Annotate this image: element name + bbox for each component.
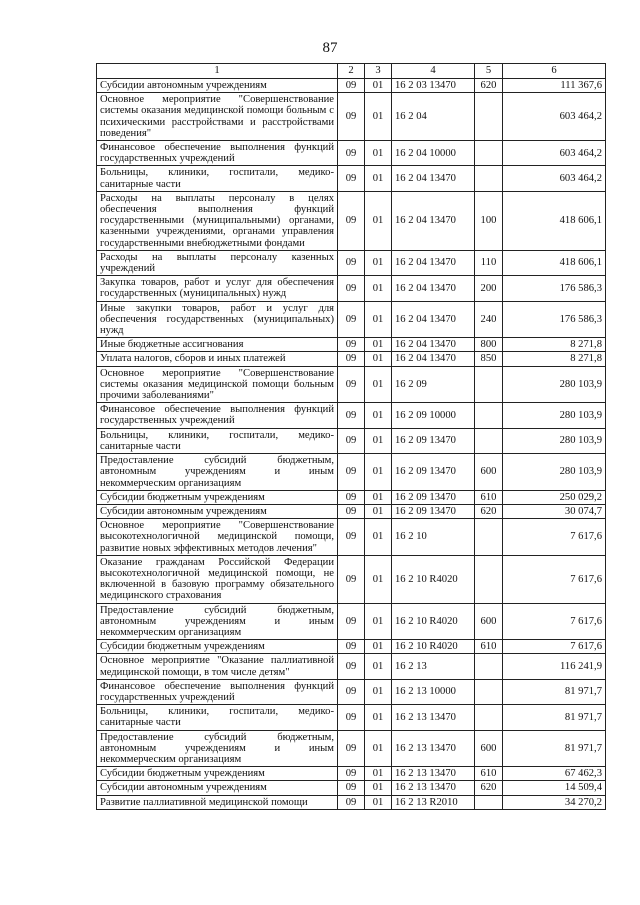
section-code-cell: 09 [338, 603, 365, 640]
column-header: 2 [338, 64, 365, 79]
subsection-code-cell: 01 [365, 366, 392, 403]
subsection-code-cell: 01 [365, 338, 392, 352]
target-article-cell: 16 2 09 [392, 366, 475, 403]
column-header: 4 [392, 64, 475, 79]
amount-cell: 14 509,4 [503, 781, 606, 795]
amount-cell: 7 617,6 [503, 603, 606, 640]
table-row [97, 603, 606, 640]
section-code-cell: 09 [338, 276, 365, 301]
target-article-cell: 16 2 10 R4020 [392, 603, 475, 640]
subsection-code-cell: 01 [365, 403, 392, 428]
row-name-cell: Предоставление субсидий бюджетным, автономным учреждениям и иным некоммерческим организациям [97, 454, 338, 491]
expense-type-cell [475, 679, 503, 704]
expense-type-cell [475, 705, 503, 730]
expense-type-cell [475, 141, 503, 166]
amount-cell: 81 971,7 [503, 705, 606, 730]
subsection-code-cell: 01 [365, 250, 392, 275]
amount-cell: 111 367,6 [503, 79, 606, 93]
row-name-cell: Развитие паллиативной медицинской помощи [97, 795, 338, 809]
target-article-cell: 16 2 10 R4020 [392, 640, 475, 654]
amount-cell: 81 971,7 [503, 730, 606, 767]
subsection-code-cell: 01 [365, 640, 392, 654]
row-name-cell: Субсидии автономным учреждениям [97, 79, 338, 93]
table-row [97, 428, 606, 453]
table-row [97, 705, 606, 730]
column-header: 6 [503, 64, 606, 79]
target-article-cell: 16 2 09 13470 [392, 454, 475, 491]
subsection-code-cell: 01 [365, 705, 392, 730]
expense-type-cell [475, 403, 503, 428]
expense-type-cell: 620 [475, 781, 503, 795]
expense-type-cell [475, 555, 503, 603]
amount-cell: 418 606,1 [503, 191, 606, 250]
table-row [97, 276, 606, 301]
target-article-cell: 16 2 03 13470 [392, 79, 475, 93]
expense-type-cell: 100 [475, 191, 503, 250]
table-row [97, 141, 606, 166]
amount-cell: 280 103,9 [503, 403, 606, 428]
target-article-cell: 16 2 04 13470 [392, 301, 475, 338]
target-article-cell: 16 2 09 13470 [392, 490, 475, 504]
section-code-cell: 09 [338, 454, 365, 491]
row-name-cell: Финансовое обеспечение выполнения функций государственных учреждений [97, 141, 338, 166]
table-row [97, 555, 606, 603]
expense-type-cell: 800 [475, 338, 503, 352]
target-article-cell: 16 2 09 10000 [392, 403, 475, 428]
section-code-cell: 09 [338, 654, 365, 679]
subsection-code-cell: 01 [365, 781, 392, 795]
subsection-code-cell: 01 [365, 555, 392, 603]
expense-type-cell [475, 366, 503, 403]
table-row [97, 504, 606, 518]
section-code-cell: 09 [338, 640, 365, 654]
expense-type-cell: 850 [475, 352, 503, 366]
target-article-cell: 16 2 04 [392, 93, 475, 141]
amount-cell: 67 462,3 [503, 767, 606, 781]
expense-type-cell: 610 [475, 640, 503, 654]
section-code-cell: 09 [338, 191, 365, 250]
amount-cell: 603 464,2 [503, 93, 606, 141]
amount-cell: 8 271,8 [503, 352, 606, 366]
target-article-cell: 16 2 04 13470 [392, 338, 475, 352]
section-code-cell: 09 [338, 705, 365, 730]
row-name-cell: Предоставление субсидий бюджетным, автономным учреждениям и иным некоммерческим организациям [97, 730, 338, 767]
amount-cell: 418 606,1 [503, 250, 606, 275]
subsection-code-cell: 01 [365, 191, 392, 250]
row-name-cell: Оказание гражданам Российской Федерации высокотехнологичной медицинской помощи, не включенной в базовую программу обязательного медицинского страхования [97, 555, 338, 603]
target-article-cell: 16 2 04 13470 [392, 352, 475, 366]
row-name-cell: Субсидии бюджетным учреждениям [97, 490, 338, 504]
page-number: 87 [322, 40, 338, 56]
table-row [97, 679, 606, 704]
subsection-code-cell: 01 [365, 679, 392, 704]
expense-type-cell [475, 519, 503, 556]
subsection-code-cell: 01 [365, 519, 392, 556]
target-article-cell: 16 2 10 [392, 519, 475, 556]
row-name-cell: Закупка товаров, работ и услуг для обеспечения государственных (муниципальных) нужд [97, 276, 338, 301]
column-header: 5 [475, 64, 503, 79]
section-code-cell: 09 [338, 166, 365, 191]
row-name-cell: Субсидии бюджетным учреждениям [97, 640, 338, 654]
column-header: 3 [365, 64, 392, 79]
amount-cell: 7 617,6 [503, 640, 606, 654]
row-name-cell: Субсидии автономным учреждениям [97, 504, 338, 518]
target-article-cell: 16 2 13 13470 [392, 705, 475, 730]
section-code-cell: 09 [338, 141, 365, 166]
amount-cell: 280 103,9 [503, 428, 606, 453]
target-article-cell: 16 2 04 10000 [392, 141, 475, 166]
subsection-code-cell: 01 [365, 730, 392, 767]
target-article-cell: 16 2 09 13470 [392, 504, 475, 518]
table-row [97, 730, 606, 767]
expense-type-cell: 600 [475, 603, 503, 640]
amount-cell: 250 029,2 [503, 490, 606, 504]
target-article-cell: 16 2 04 13470 [392, 166, 475, 191]
row-name-cell: Иные закупки товаров, работ и услуг для обеспечения государственных (муниципальных) нужд [97, 301, 338, 338]
row-name-cell: Уплата налогов, сборов и иных платежей [97, 352, 338, 366]
row-name-cell: Финансовое обеспечение выполнения функций государственных учреждений [97, 403, 338, 428]
section-code-cell: 09 [338, 93, 365, 141]
target-article-cell: 16 2 13 10000 [392, 679, 475, 704]
amount-cell: 280 103,9 [503, 454, 606, 491]
section-code-cell: 09 [338, 767, 365, 781]
column-header: 1 [97, 64, 338, 79]
table-row [97, 490, 606, 504]
section-code-cell: 09 [338, 679, 365, 704]
target-article-cell: 16 2 13 13470 [392, 781, 475, 795]
expense-type-cell: 240 [475, 301, 503, 338]
subsection-code-cell: 01 [365, 490, 392, 504]
target-article-cell: 16 2 04 13470 [392, 276, 475, 301]
row-name-cell: Больницы, клиники, госпитали, медико-санитарные части [97, 166, 338, 191]
row-name-cell: Основное мероприятие "Совершенствование системы оказания медицинской помощи больным прочими заболеваниями" [97, 366, 338, 403]
subsection-code-cell: 01 [365, 795, 392, 809]
expense-type-cell: 610 [475, 490, 503, 504]
expense-type-cell [475, 795, 503, 809]
amount-cell: 34 270,2 [503, 795, 606, 809]
expense-type-cell: 610 [475, 767, 503, 781]
table-row [97, 795, 606, 809]
target-article-cell: 16 2 10 R4020 [392, 555, 475, 603]
amount-cell: 7 617,6 [503, 519, 606, 556]
table-row [97, 301, 606, 338]
target-article-cell: 16 2 04 13470 [392, 250, 475, 275]
row-name-cell: Субсидии бюджетным учреждениям [97, 767, 338, 781]
amount-cell: 30 074,7 [503, 504, 606, 518]
subsection-code-cell: 01 [365, 166, 392, 191]
table-row [97, 454, 606, 491]
table-header-row [97, 64, 606, 79]
row-name-cell: Предоставление субсидий бюджетным, автономным учреждениям и иным некоммерческим организациям [97, 603, 338, 640]
expense-type-cell: 200 [475, 276, 503, 301]
row-name-cell: Больницы, клиники, госпитали, медико-санитарные части [97, 705, 338, 730]
row-name-cell: Основное мероприятие "Совершенствование высокотехнологичной медицинской помощи, развитие новых эффективных методов лечения" [97, 519, 338, 556]
subsection-code-cell: 01 [365, 654, 392, 679]
subsection-code-cell: 01 [365, 301, 392, 338]
subsection-code-cell: 01 [365, 141, 392, 166]
amount-cell: 81 971,7 [503, 679, 606, 704]
table-row [97, 781, 606, 795]
amount-cell: 8 271,8 [503, 338, 606, 352]
table-row [97, 403, 606, 428]
row-name-cell: Субсидии автономным учреждениям [97, 781, 338, 795]
amount-cell: 603 464,2 [503, 141, 606, 166]
table-row [97, 654, 606, 679]
row-name-cell: Больницы, клиники, госпитали, медико-санитарные части [97, 428, 338, 453]
target-article-cell: 16 2 13 13470 [392, 730, 475, 767]
table-row [97, 93, 606, 141]
section-code-cell: 09 [338, 795, 365, 809]
table-row [97, 366, 606, 403]
row-name-cell: Основное мероприятие "Совершенствование системы оказания медицинской помощи больным с психическими расстройствами и расстройствами поведения" [97, 93, 338, 141]
target-article-cell: 16 2 04 13470 [392, 191, 475, 250]
target-article-cell: 16 2 13 13470 [392, 767, 475, 781]
expense-type-cell: 620 [475, 504, 503, 518]
section-code-cell: 09 [338, 519, 365, 556]
section-code-cell: 09 [338, 250, 365, 275]
amount-cell: 176 586,3 [503, 301, 606, 338]
table-row [97, 640, 606, 654]
subsection-code-cell: 01 [365, 93, 392, 141]
expense-type-cell: 600 [475, 730, 503, 767]
amount-cell: 603 464,2 [503, 166, 606, 191]
expense-type-cell: 600 [475, 454, 503, 491]
section-code-cell: 09 [338, 338, 365, 352]
subsection-code-cell: 01 [365, 79, 392, 93]
expense-type-cell: 620 [475, 79, 503, 93]
table-row [97, 519, 606, 556]
target-article-cell: 16 2 13 R2010 [392, 795, 475, 809]
expense-type-cell [475, 93, 503, 141]
section-code-cell: 09 [338, 490, 365, 504]
section-code-cell: 09 [338, 301, 365, 338]
budget-table [96, 63, 606, 810]
subsection-code-cell: 01 [365, 454, 392, 491]
row-name-cell: Расходы на выплаты персоналу казенных учреждений [97, 250, 338, 275]
row-name-cell: Иные бюджетные ассигнования [97, 338, 338, 352]
subsection-code-cell: 01 [365, 767, 392, 781]
section-code-cell: 09 [338, 79, 365, 93]
expense-type-cell [475, 428, 503, 453]
table-row [97, 338, 606, 352]
section-code-cell: 09 [338, 428, 365, 453]
expense-type-cell [475, 166, 503, 191]
subsection-code-cell: 01 [365, 504, 392, 518]
section-code-cell: 09 [338, 366, 365, 403]
amount-cell: 116 241,9 [503, 654, 606, 679]
section-code-cell: 09 [338, 555, 365, 603]
expense-type-cell: 110 [475, 250, 503, 275]
subsection-code-cell: 01 [365, 603, 392, 640]
table-row [97, 352, 606, 366]
table-row [97, 191, 606, 250]
section-code-cell: 09 [338, 504, 365, 518]
table-row [97, 767, 606, 781]
row-name-cell: Основное мероприятие "Оказание паллиативной медицинской помощи, в том числе детям" [97, 654, 338, 679]
amount-cell: 280 103,9 [503, 366, 606, 403]
section-code-cell: 09 [338, 403, 365, 428]
target-article-cell: 16 2 13 [392, 654, 475, 679]
section-code-cell: 09 [338, 730, 365, 767]
section-code-cell: 09 [338, 781, 365, 795]
subsection-code-cell: 01 [365, 276, 392, 301]
section-code-cell: 09 [338, 352, 365, 366]
expense-type-cell [475, 654, 503, 679]
row-name-cell: Расходы на выплаты персоналу в целях обеспечения выполнения функций государственными (муниципальными) органами, казенными учреждениями, органами управления государственными внебюджетными фондами [97, 191, 338, 250]
subsection-code-cell: 01 [365, 428, 392, 453]
table-row [97, 166, 606, 191]
table-row [97, 250, 606, 275]
table-row [97, 79, 606, 93]
amount-cell: 176 586,3 [503, 276, 606, 301]
subsection-code-cell: 01 [365, 352, 392, 366]
target-article-cell: 16 2 09 13470 [392, 428, 475, 453]
amount-cell: 7 617,6 [503, 555, 606, 603]
row-name-cell: Финансовое обеспечение выполнения функций государственных учреждений [97, 679, 338, 704]
